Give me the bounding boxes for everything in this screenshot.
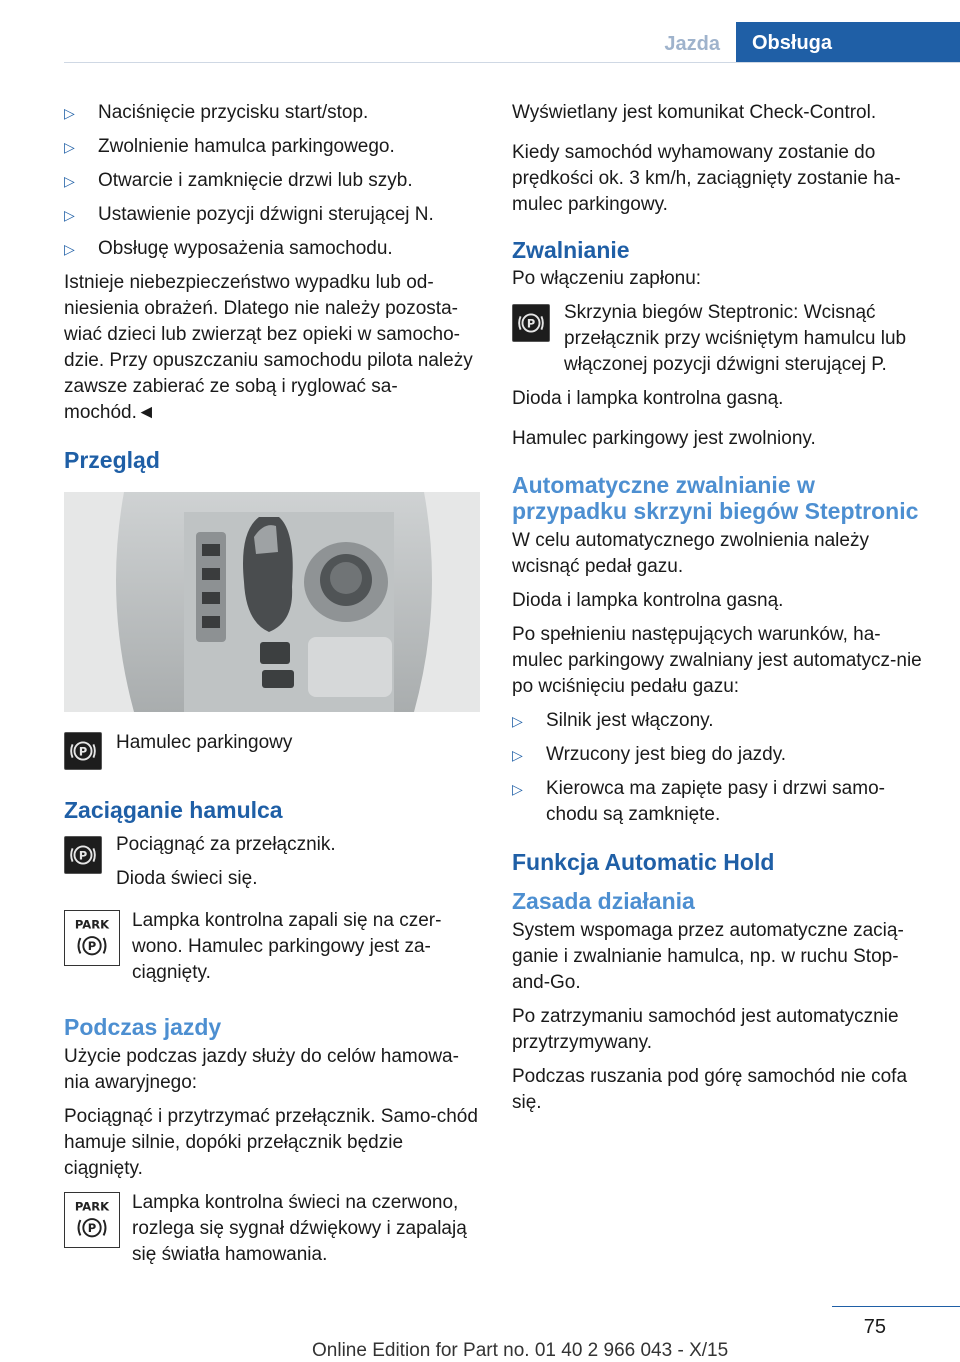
emergency-text: Użycie podczas jazdy służy do celów hamowa-nia awaryjnego:: [64, 1046, 459, 1093]
header-rule: [64, 62, 960, 63]
list-item: ▷ Zwolnienie hamulca parkingowego.: [64, 134, 480, 160]
pull-instruction: Pociągnąć za przełącznik.: [116, 834, 336, 855]
icon-row-lamp-applied: [64, 908, 480, 986]
bullet-list-left: [64, 100, 480, 262]
diode-off-text: Dioda i lampka kontrolna gasną.: [512, 388, 784, 409]
edition-footer: Online Edition for Part no. 01 40 2 966 043 - X/15: [312, 1340, 729, 1361]
svg-text:P: P: [78, 744, 88, 759]
check-control-text: Wyświetlany jest komunikat Check-Control.: [512, 102, 877, 123]
footer-rule: [832, 1306, 960, 1307]
heading-zasada-dzialania: Zasada działania: [512, 888, 695, 914]
slowdown-text: Kiedy samochód wyhamowany zostanie do prędkości ok. 3 km/h, zaciągnięty zostanie ha-mulec parkingowy.: [512, 142, 901, 215]
icon-caption: Hamulec parkingowy: [116, 732, 293, 753]
uphill-text: Podczas ruszania pod górę samochód nie cofa się.: [512, 1066, 908, 1113]
list-item: ▷ Otwarcie i zamknięcie drzwi lub szyb.: [64, 168, 480, 194]
ignition-text: Po włączeniu zapłonu:: [512, 268, 702, 289]
triangle-bullet-icon: ▷: [64, 139, 75, 155]
parking-brake-icon: [512, 304, 550, 342]
heading-podczas-jazdy: Podczas jazdy: [64, 1014, 222, 1040]
lamp-red-text: Lampka kontrolna świeci na czerwono, rozlega się sygnał dźwiękowy i zapalają się światła hamowania.: [132, 1192, 467, 1265]
list-item: ▷ Silnik jest włączony.: [512, 708, 924, 734]
page-number: 75: [863, 1316, 886, 1338]
stopped-text: Po zatrzymaniu samochód jest automatycznie przytrzymywany.: [512, 1006, 899, 1053]
triangle-bullet-icon: ▷: [512, 747, 523, 763]
tab-obsluga[interactable]: Obsługa: [736, 22, 960, 62]
triangle-bullet-icon: ▷: [64, 207, 75, 223]
list-item: ▷ Kierowca ma zapięte pasy i drzwi samo-chodu są zamknięte.: [512, 778, 885, 825]
triangle-bullet-icon: ▷: [64, 173, 75, 189]
parking-brake-icon: [64, 836, 102, 874]
svg-text:P: P: [526, 316, 536, 331]
diode-on-text: Dioda świeci się.: [116, 868, 258, 889]
left-column: [64, 100, 480, 1276]
svg-text:PARK: PARK: [74, 1199, 110, 1214]
heading-automatic-release: Automatyczne zwalnianie w przypadku skrzyni biegów Steptronic: [512, 472, 919, 524]
pull-hold-text: Pociągnąć i przytrzymać przełącznik. Samo-chód hamuje silnie, dopóki przełącznik będzie ciągnięty.: [64, 1106, 478, 1179]
list-item: ▷ Naciśnięcie przycisku start/stop.: [64, 100, 480, 126]
svg-text:P: P: [78, 848, 88, 863]
triangle-bullet-icon: ▷: [64, 241, 75, 257]
icon-row-steptronic: [512, 300, 924, 378]
triangle-bullet-icon: ▷: [512, 713, 523, 729]
svg-text:P: P: [87, 939, 97, 954]
heading-przeglad: Przegląd: [64, 447, 160, 473]
released-text: Hamulec parkingowy jest zwolniony.: [512, 428, 816, 449]
center-console-photo: [64, 492, 480, 712]
list-item: ▷ Obsługę wyposażenia samochodu.: [64, 236, 480, 262]
icon-row-parking-brake: [64, 728, 480, 772]
park-warning-icon: [64, 910, 120, 966]
svg-text:P: P: [87, 1221, 97, 1236]
conditions-text: Po spełnieniu następujących warunków, ha-mulec parkingowy zwalniany jest automatycz-nie po wciśnięciu pedału gazu:: [512, 624, 922, 697]
parking-brake-icon: [64, 732, 102, 770]
steptronic-text: Skrzynia biegów Steptronic: Wcisnąć przełącznik przy wciśniętym hamulcu lub włączonej pozycji dźwigni sterującej P.: [564, 302, 907, 375]
triangle-bullet-icon: ▷: [512, 781, 523, 797]
right-column: [512, 100, 924, 1124]
icon-row-pull: [64, 832, 480, 892]
svg-text:PARK: PARK: [74, 917, 110, 932]
tab-jazda[interactable]: Jazda: [664, 33, 720, 55]
diode-off-text-2: Dioda i lampka kontrolna gasną.: [512, 590, 784, 611]
icon-row-lamp-red: [64, 1190, 480, 1268]
system-text: System wspomaga przez automatyczne zacią-ganie i zwalnianie hamulca, np. w ruchu Stop-and-Go.: [512, 920, 904, 993]
gas-text: W celu automatycznego zwolnienia należy wcisnąć pedał gazu.: [512, 530, 869, 577]
list-item: ▷ Wrzucony jest bieg do jazdy.: [512, 742, 924, 768]
triangle-bullet-icon: ▷: [64, 105, 75, 121]
list-item: ▷ Ustawienie pozycji dźwigni sterującej N.: [64, 202, 480, 228]
bullet-list-right: [512, 708, 924, 828]
heading-automatic-hold: Funkcja Automatic Hold: [512, 849, 775, 875]
lamp-applied-text: Lampka kontrolna zapali się na czer-wono. Hamulec parkingowy jest za-ciągnięty.: [132, 910, 442, 983]
warning-text: Istnieje niebezpieczeństwo wypadku lub od-niesienia obrażeń. Dlatego nie należy pozosta-wiać dzieci lub zwierząt bez opieki w samocho-dzie. Przy opuszczaniu samochodu pilota należy zawsze zabierać ze sobą i ryglować sa-mochód.◄: [64, 272, 473, 423]
heading-zaciaganie: Zaciąganie hamulca: [64, 797, 283, 823]
heading-zwalnianie: Zwalnianie: [512, 237, 630, 263]
park-warning-icon: [64, 1192, 120, 1248]
